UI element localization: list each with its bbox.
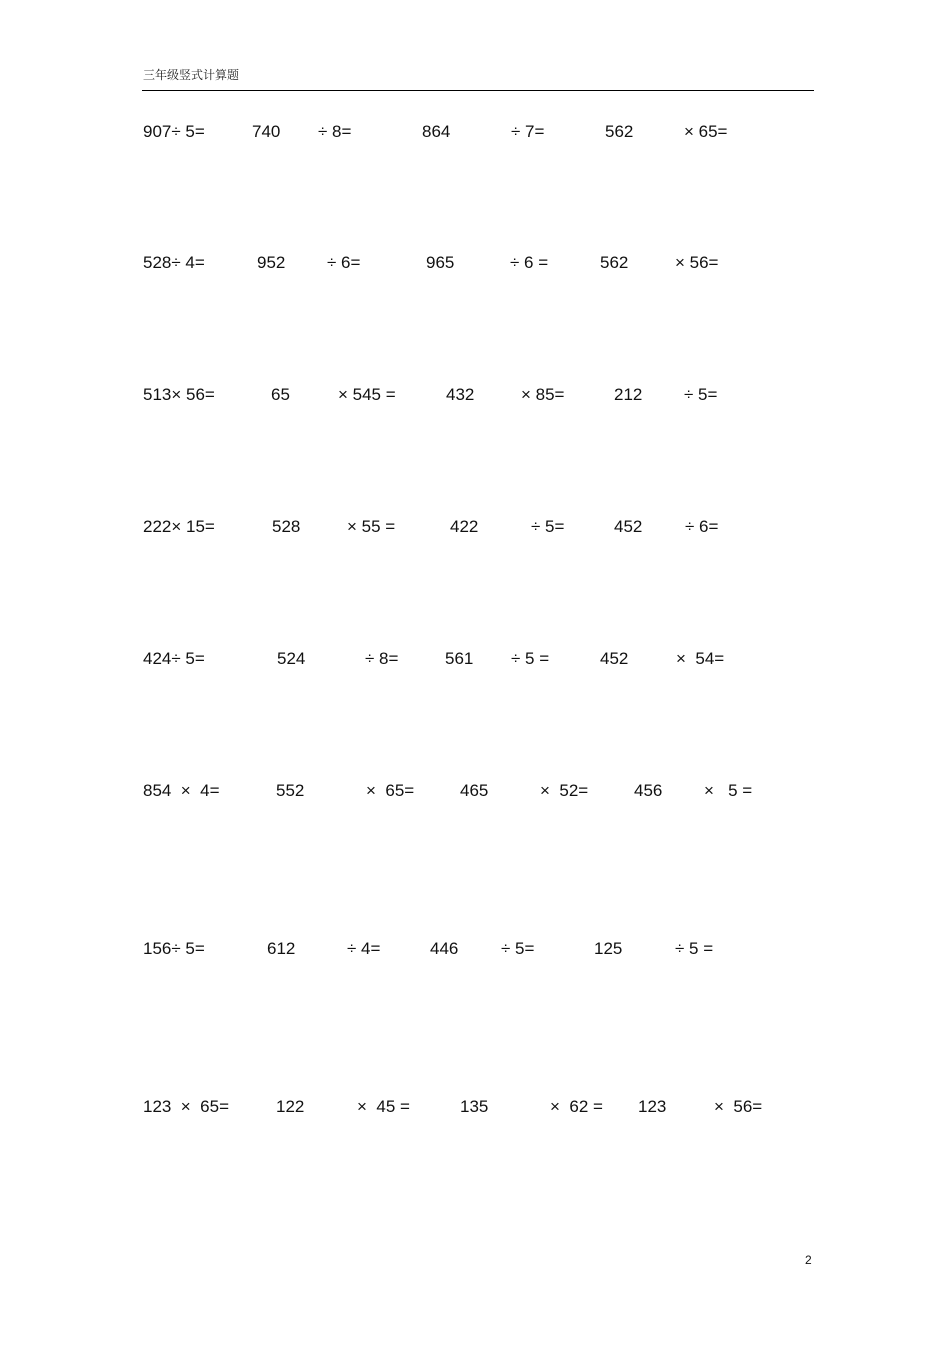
problem-text: 965 (426, 253, 455, 272)
problem-text: 156÷ 5= (143, 939, 205, 958)
problem-text: 446 (430, 939, 459, 958)
problem-text: 424÷ 5= (143, 649, 205, 668)
problem-text: 135 (460, 1097, 489, 1116)
problem-text: 562 (605, 122, 634, 141)
problem-text: × 56= (675, 253, 719, 272)
problem-text: 612 (267, 939, 296, 958)
problem-text: ÷ 8= (365, 649, 399, 668)
problem-row-4 (0, 515, 950, 539)
problem-text: 422 (450, 517, 479, 536)
problem-text: ÷ 4= (347, 939, 381, 958)
problem-text: × 56= (714, 1097, 763, 1116)
problem-text: ÷ 6= (327, 253, 361, 272)
problem-row-6 (0, 779, 950, 803)
problem-text: 528÷ 4= (143, 253, 205, 272)
problem-text: 125 (594, 939, 623, 958)
problem-text: × 65= (366, 781, 415, 800)
header-divider (142, 90, 814, 91)
problem-text: × 45 = (357, 1097, 410, 1116)
problem-text: 123 × 65= (143, 1097, 230, 1116)
problem-row-2 (0, 251, 950, 275)
problem-text: 452 (600, 649, 629, 668)
problem-text: ÷ 5= (531, 517, 565, 536)
problem-row-8 (0, 1095, 950, 1119)
problem-row-7 (0, 937, 950, 961)
problem-row-3 (0, 383, 950, 407)
problem-text: 562 (600, 253, 629, 272)
problem-text: 123 (638, 1097, 667, 1116)
problem-text: 452 (614, 517, 643, 536)
problem-text: ÷ 5 = (511, 649, 550, 668)
problem-text: 552 (276, 781, 305, 800)
problem-text: 465 (460, 781, 489, 800)
problem-text: 212 (614, 385, 643, 404)
problem-text: 65 (271, 385, 290, 404)
page-number: 2 (805, 1253, 812, 1267)
problem-text: 432 (446, 385, 475, 404)
problem-text: ÷ 5= (501, 939, 535, 958)
problem-text: × 55 = (347, 517, 396, 536)
problem-text: 513× 56= (143, 385, 215, 404)
problem-text: 561 (445, 649, 474, 668)
problem-text: ÷ 5 = (675, 939, 714, 958)
problem-text: ÷ 7= (511, 122, 545, 141)
problem-text: 456 (634, 781, 663, 800)
problem-text: × 62 = (550, 1097, 603, 1116)
problem-text: 907÷ 5= (143, 122, 205, 141)
problem-text: 222× 15= (143, 517, 215, 536)
problem-text: ÷ 8= (318, 122, 352, 141)
problem-text: 854 × 4= (143, 781, 220, 800)
problem-row-5 (0, 647, 950, 671)
problem-text: × 65= (684, 122, 728, 141)
problem-text: ÷ 6 = (510, 253, 549, 272)
problem-text: × 545 = (338, 385, 396, 404)
problem-text: 122 (276, 1097, 305, 1116)
problem-text: ÷ 6= (685, 517, 719, 536)
header-title: 三年级竖式计算题 (143, 68, 240, 82)
problem-text: 952 (257, 253, 286, 272)
problem-text: × 52= (540, 781, 589, 800)
problem-text: 528 (272, 517, 301, 536)
problem-text: × 54= (676, 649, 725, 668)
problem-text: × 85= (521, 385, 565, 404)
problem-text: 740 (252, 122, 281, 141)
problem-text: 524 (277, 649, 306, 668)
problem-row-1 (0, 120, 950, 144)
problem-text: ÷ 5= (684, 385, 718, 404)
problem-text: 864 (422, 122, 451, 141)
problem-text: × 5 = (704, 781, 753, 800)
